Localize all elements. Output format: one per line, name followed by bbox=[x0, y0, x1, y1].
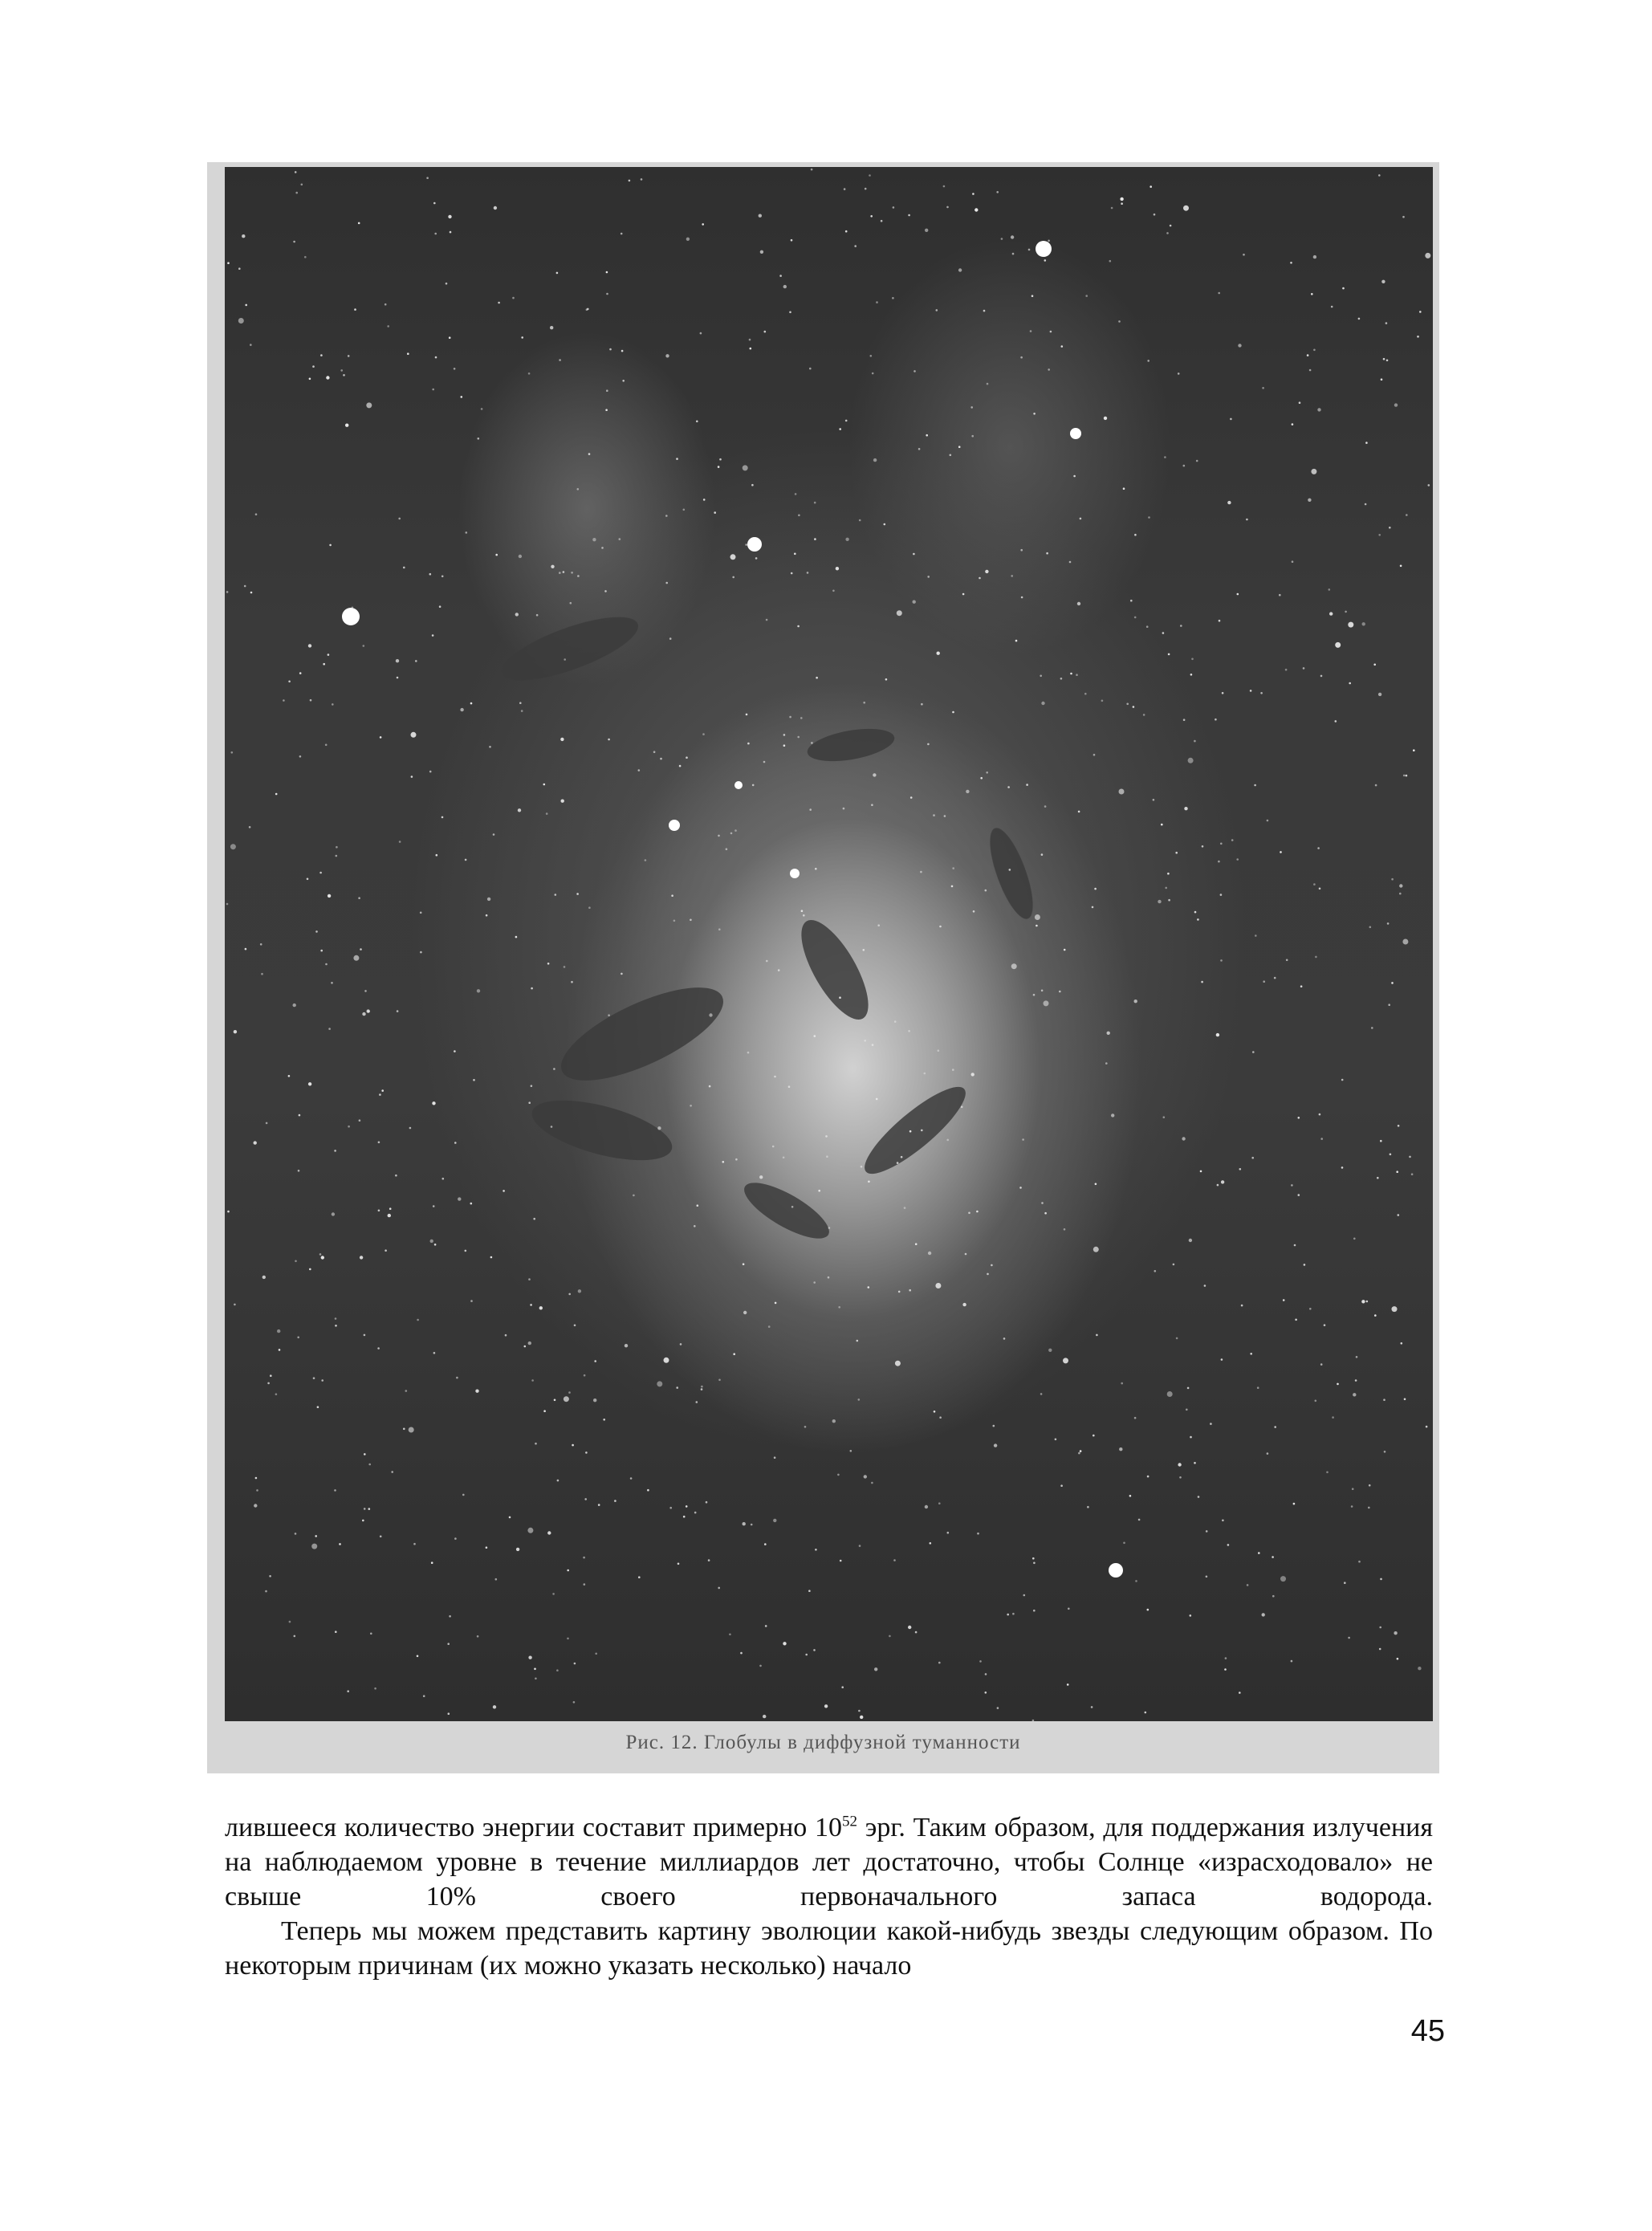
paragraph-1-start: лившееся количество энергии составит примерно 10 bbox=[225, 1813, 842, 1842]
page-number: 45 bbox=[1410, 2014, 1445, 2048]
paragraph-1-rest: эрг. Таким образом, для поддержания излучения на наблюдаемом уровне в течение миллиардов лет достаточно, чтобы Солнце «израсходовало» не свыше 10% своего первоначального запаса водорода. bbox=[225, 1813, 1434, 1911]
paragraph-2: Теперь мы можем представить картину эволюции какой-нибудь звезды следующим образом. По некоторым причинам (их можно указать несколько) начало bbox=[225, 1916, 1433, 1981]
body-text bbox=[225, 1810, 1433, 1983]
starfield bbox=[225, 167, 1433, 1721]
power-exponent: 52 bbox=[842, 1813, 857, 1830]
paragraph-1 bbox=[225, 1810, 1433, 1914]
nebula-photo bbox=[225, 167, 1433, 1721]
figure-frame bbox=[207, 162, 1439, 1773]
figure-caption: Рис. 12. Глобулы в диффузной туманности bbox=[625, 1732, 1021, 1753]
